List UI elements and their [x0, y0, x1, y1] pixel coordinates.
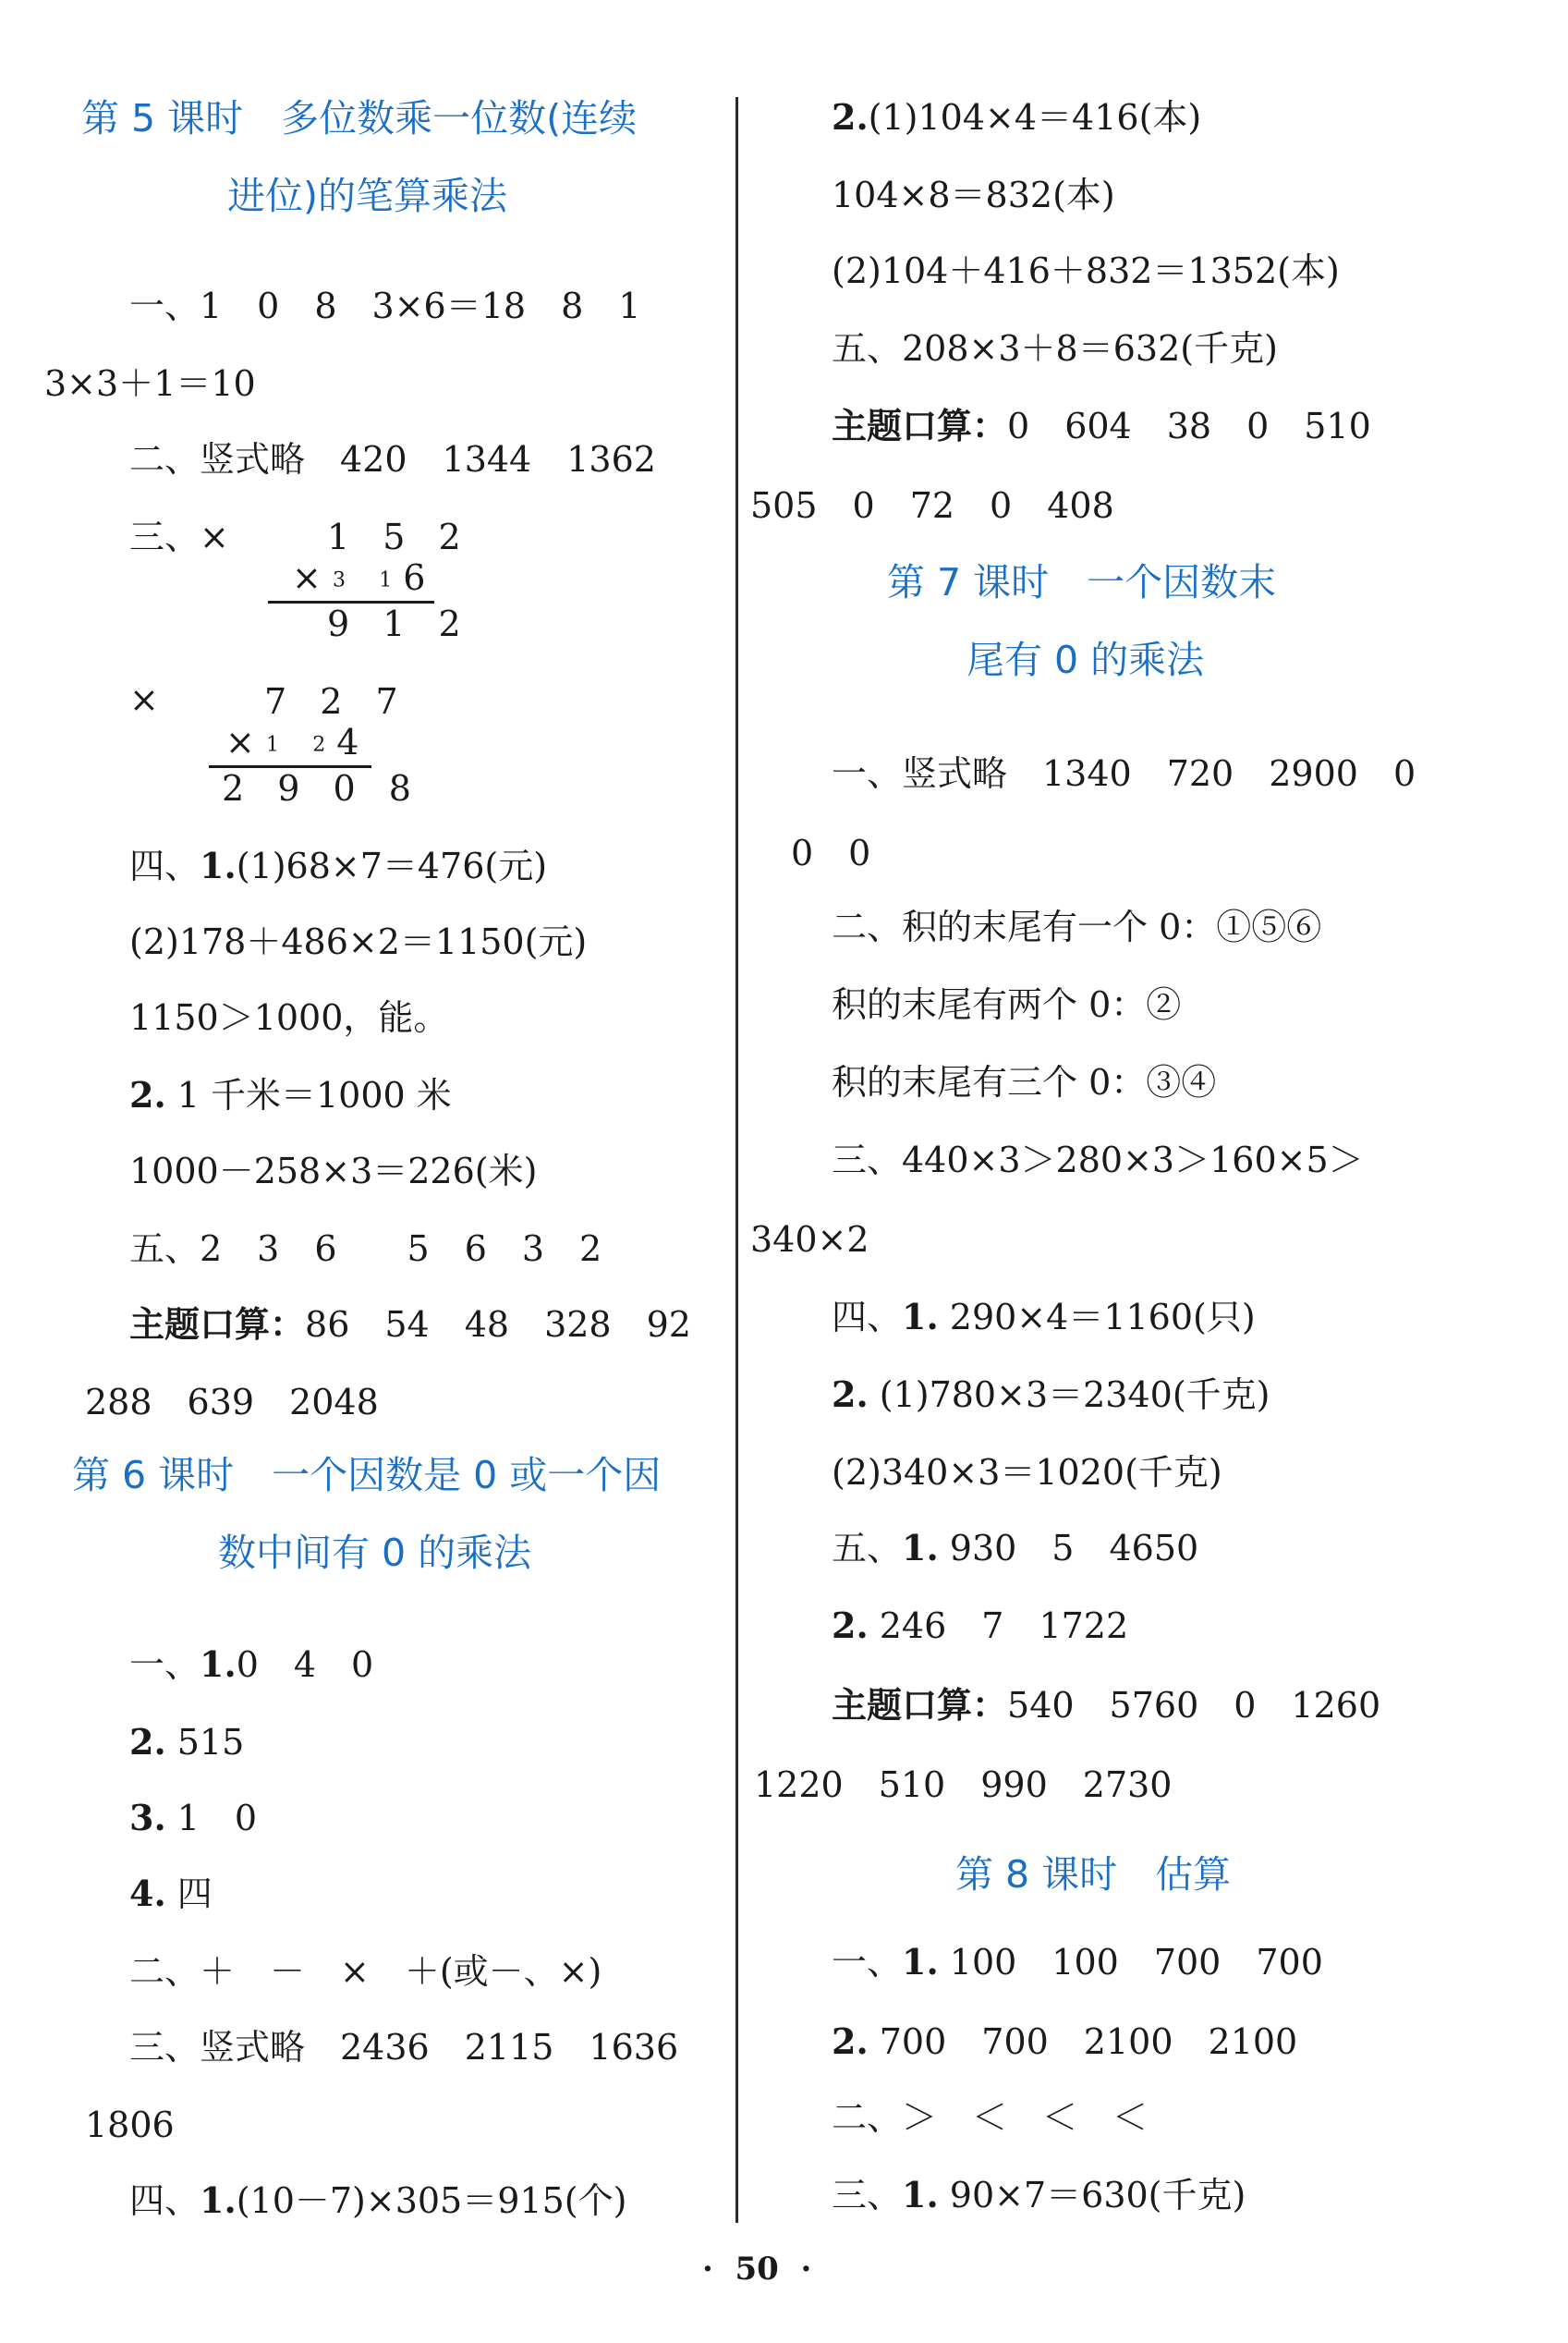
l8-q1-1 [832, 1941, 1323, 1983]
l5-q4-2-num: 2. [129, 1074, 166, 1116]
l6-q1-1 [129, 1643, 374, 1685]
l7-q4-2 [832, 1373, 1270, 1415]
l7-q2-b: 积的末尾有两个 0：② [832, 984, 1182, 1025]
r-q5: 五、208×3＋8＝632(千克) [832, 328, 1278, 369]
l5-q4-prefix: 四、 [129, 846, 201, 886]
l5-mental-math [129, 1303, 691, 1345]
lesson5-title-line2: 进位)的笔算乘法 [227, 174, 507, 218]
l5-q4-2-calc: 1000－258×3＝226(米) [129, 1151, 538, 1191]
l6-q4-1 [129, 2179, 627, 2221]
l5-q1-cont: 3×3＋1＝10 [44, 363, 256, 404]
l5-q2: 二、竖式略 420 1344 1362 [129, 439, 656, 480]
l7-q4-2-text: (1)780×3＝2340(千克) [868, 1374, 1270, 1415]
l5-q4-2 [129, 1074, 452, 1116]
vm1-top: 1 5 2 [327, 517, 472, 557]
l7-mental-values: 540 5760 0 1260 [1007, 1685, 1381, 1726]
l8-q1-prefix: 一、 [832, 1942, 903, 1983]
l5-q3-b-label: × [129, 679, 159, 720]
vm2-op: × [225, 722, 255, 763]
lesson7-title-line1: 第 7 课时 一个因数末 [887, 560, 1277, 604]
vm1-carry-2: 1 [379, 568, 393, 592]
l7-mental-label: 主题口算： [832, 1684, 1008, 1726]
r-q2-a2: 104×8＝832(本) [832, 175, 1115, 215]
l8-q1-2-text: 700 700 2100 2100 [868, 2021, 1298, 2062]
l7-q4-1 [832, 1296, 1256, 1337]
l6-q4-prefix: 四、 [129, 2180, 201, 2221]
l7-q2-c: 积的末尾有三个 0：③④ [832, 1062, 1217, 1103]
vm1-second-row [292, 557, 426, 598]
vm2-result: 2 9 0 8 [222, 768, 422, 809]
lesson8-title: 第 8 课时 估算 [955, 1852, 1232, 1897]
l8-q3-num: 1. [902, 2174, 939, 2215]
l5-mental-cont: 288 639 2048 [85, 1382, 379, 1422]
l8-q1-2-num: 2. [832, 2020, 869, 2062]
l5-mental-label: 主题口算： [129, 1303, 306, 1345]
l5-q4-1 [129, 845, 548, 886]
l5-q4-1-2: (2)178＋486×2＝1150(元) [129, 921, 588, 962]
l6-q1-4-num: 4. [129, 1873, 166, 1914]
l7-q2-a: 二、积的末尾有一个 0：①⑤⑥ [832, 907, 1322, 947]
l7-q3: 三、440×3＞280×3＞160×5＞ [832, 1140, 1364, 1180]
r-mental-label: 主题口算： [832, 405, 1008, 446]
l5-q1: 一、1 0 8 3×6＝18 8 1 [129, 286, 641, 326]
l5-q4-num: 1. [200, 845, 237, 886]
l6-q1-prefix: 一、 [129, 1644, 201, 1685]
l6-q4-num: 1. [200, 2179, 237, 2221]
l7-q5-2 [832, 1605, 1129, 1646]
r-mental-values: 0 604 38 0 510 [1007, 406, 1371, 446]
r-q2-text: (1)104×4＝416(本) [868, 97, 1202, 138]
r-mental-cont: 505 0 72 0 408 [750, 485, 1114, 526]
lesson7-title-line2: 尾有 0 的乘法 [966, 638, 1205, 682]
l6-q1-text: 0 4 0 [236, 1644, 374, 1685]
l6-q1-2-text: 515 [165, 1722, 245, 1763]
vm1-carry-1: 3 [332, 568, 346, 592]
l5-q5: 五、2 3 6 5 6 3 2 [129, 1228, 602, 1269]
vm2-top: 7 2 7 [264, 681, 409, 722]
l7-q1: 一、竖式略 1340 720 2900 0 [832, 753, 1416, 794]
page-number: · 50 · [702, 2251, 812, 2288]
r-q2-num: 2. [832, 96, 869, 138]
l6-q1-3-text: 1 0 [165, 1798, 258, 1838]
l7-q1-cont: 0 0 [791, 833, 871, 873]
r-mental-math [832, 405, 1371, 446]
l7-mental-math [832, 1684, 1381, 1726]
column-divider [735, 97, 738, 2223]
l7-q5-2-num: 2. [832, 1605, 869, 1646]
l6-q1-4 [129, 1873, 213, 1914]
l5-q3-label: 三、× [129, 517, 229, 557]
l6-q3-cont: 1806 [85, 2105, 175, 2145]
r-q2-b: (2)104＋416＋832＝1352(本) [832, 250, 1340, 291]
l6-q1-2-num: 2. [129, 1721, 166, 1763]
l5-q4-1-3: 1150＞1000，能。 [129, 997, 449, 1038]
l5-q4-text: (1)68×7＝476(元) [236, 846, 548, 886]
l8-q1-text: 100 100 700 700 [938, 1942, 1323, 1983]
l6-q1-2 [129, 1721, 245, 1763]
l6-q4-text: (10－7)×305＝915(个) [236, 2180, 627, 2221]
l8-q3-text: 90×7＝630(千克) [938, 2175, 1246, 2215]
l6-q1-num: 1. [200, 1643, 237, 1685]
l8-q2: 二、＞ ＜ ＜ ＜ [832, 2097, 1149, 2138]
l8-q1-num: 1. [902, 1941, 939, 1983]
vm2-carry-1: 1 [265, 733, 279, 757]
l8-q1-2 [832, 2020, 1298, 2062]
l7-mental-cont: 1220 510 990 2730 [754, 1764, 1173, 1805]
l7-q3-cont: 340×2 [750, 1219, 869, 1260]
l5-q4-2-text: 1 千米＝1000 米 [165, 1075, 452, 1116]
l6-q1-3 [129, 1797, 258, 1838]
l6-q1-3-num: 3. [129, 1797, 166, 1838]
l6-q1-4-text: 四 [165, 1873, 213, 1914]
vm2-multiplier: 4 [336, 722, 359, 763]
l8-q3-prefix: 三、 [832, 2175, 903, 2215]
l6-q2: 二、＋ － × ＋(或－、×) [129, 1951, 602, 1992]
vm1-multiplier: 6 [403, 557, 426, 598]
lesson5-title-line1: 第 5 课时 多位数乘一位数(连续 [81, 96, 638, 140]
lesson6-title-line2: 数中间有 0 的乘法 [218, 1531, 532, 1575]
l7-q5-prefix: 五、 [832, 1528, 903, 1568]
vm1-result: 9 1 2 [327, 604, 472, 644]
l7-q4-prefix: 四、 [832, 1297, 903, 1337]
vm2-second-row [225, 722, 359, 763]
l7-q5-2-text: 246 7 1722 [868, 1605, 1129, 1646]
l7-q5-1 [832, 1527, 1199, 1568]
l5-mental-values: 86 54 48 328 92 [305, 1304, 691, 1345]
l7-q5-num: 1. [902, 1527, 939, 1568]
l7-q4-num: 1. [902, 1296, 939, 1337]
lesson6-title-line1: 第 6 课时 一个因数是 0 或一个因 [72, 1453, 662, 1497]
l7-q4-2b: (2)340×3＝1020(千克) [832, 1452, 1222, 1493]
l7-q5-text: 930 5 4650 [938, 1528, 1199, 1568]
r-q2 [832, 96, 1202, 138]
vm1-op: × [292, 557, 322, 598]
l7-q4-text: 290×4＝1160(只) [938, 1297, 1256, 1337]
l7-q4-2-num: 2. [832, 1373, 869, 1415]
vm2-carry-2: 2 [312, 733, 326, 757]
l8-q3-1 [832, 2174, 1246, 2215]
l6-q3: 三、竖式略 2436 2115 1636 [129, 2027, 679, 2068]
